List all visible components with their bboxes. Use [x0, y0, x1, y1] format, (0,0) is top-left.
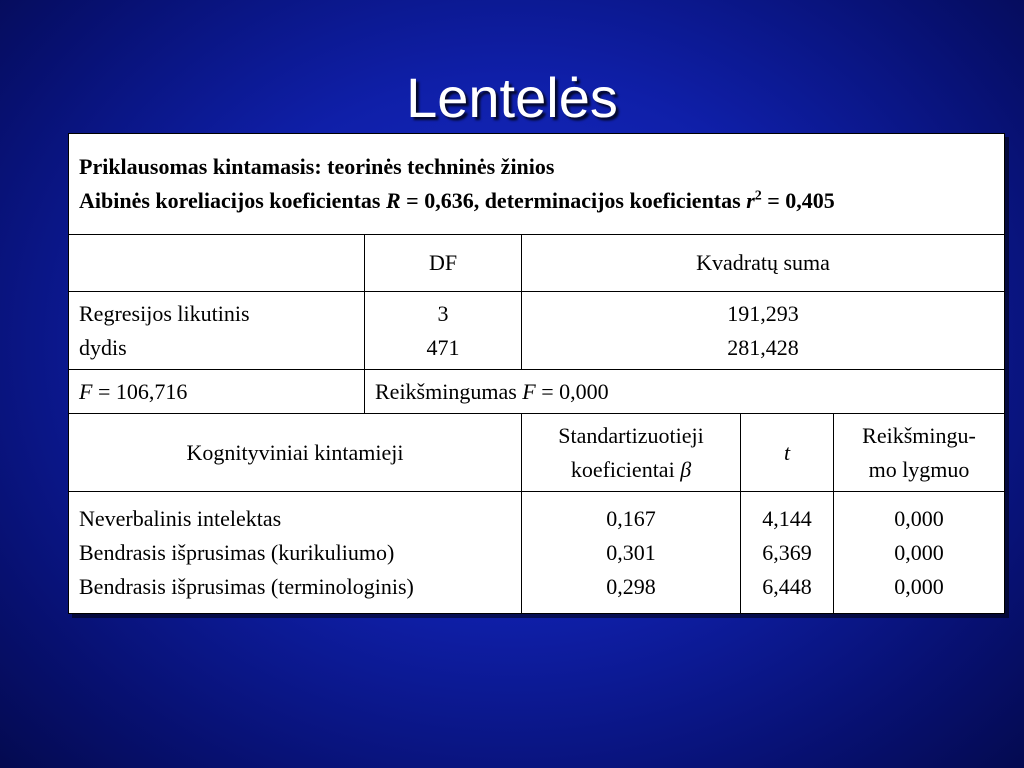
list-item: Neverbalinis intelektas: [79, 505, 282, 531]
list-item: Bendrasis išprusimas (terminologinis): [79, 573, 414, 599]
f-statistic-row: [69, 370, 1005, 414]
significance-level-header: Reikšmingu- mo lygmuo: [834, 414, 1005, 492]
significance-values: 0,000 0,000 0,000: [834, 492, 1005, 614]
sum-squares-values: 191,293 281,428: [522, 292, 1005, 370]
correlation-label: Aibinės koreliacijos koeficientas R = 0,636, determinacijos koeficientas $r^2 = 0,405$: [79, 188, 835, 213]
anova-header-row: [69, 235, 1005, 292]
slide-title: Lentelės: [406, 66, 618, 129]
coef-header-row: [69, 414, 1005, 492]
coef-data-row: [69, 492, 1005, 614]
sum-squares-header: Kvadratų suma: [522, 235, 1005, 292]
f-significance-cell: Reikšmingumas F = 0,000: [365, 370, 1005, 414]
df-values: 3 471: [365, 292, 522, 370]
anova-data-row: [69, 292, 1005, 370]
std-coef-header: Standartizuotieji koeficientai β: [522, 414, 741, 492]
variables-header: Kognityviniai kintamieji: [69, 414, 522, 492]
anova-empty-header: [69, 235, 365, 292]
t-values: 4,144 6,369 6,448: [741, 492, 834, 614]
f-value-cell: F = 106,716: [69, 370, 365, 414]
beta-values: 0,167 0,301 0,298: [522, 492, 741, 614]
list-item: Bendrasis išprusimas (kurikuliumo): [79, 539, 395, 565]
variable-names: [69, 492, 522, 614]
anova-row-labels: Regresijos likutinis dydis: [69, 292, 365, 370]
t-header: t: [741, 414, 834, 492]
table-caption: [69, 134, 1005, 235]
regression-table: [68, 133, 1005, 614]
dependent-variable-label: Priklausomas kintamasis: teorinės techninės žinios: [79, 154, 555, 179]
df-header: DF: [365, 235, 522, 292]
